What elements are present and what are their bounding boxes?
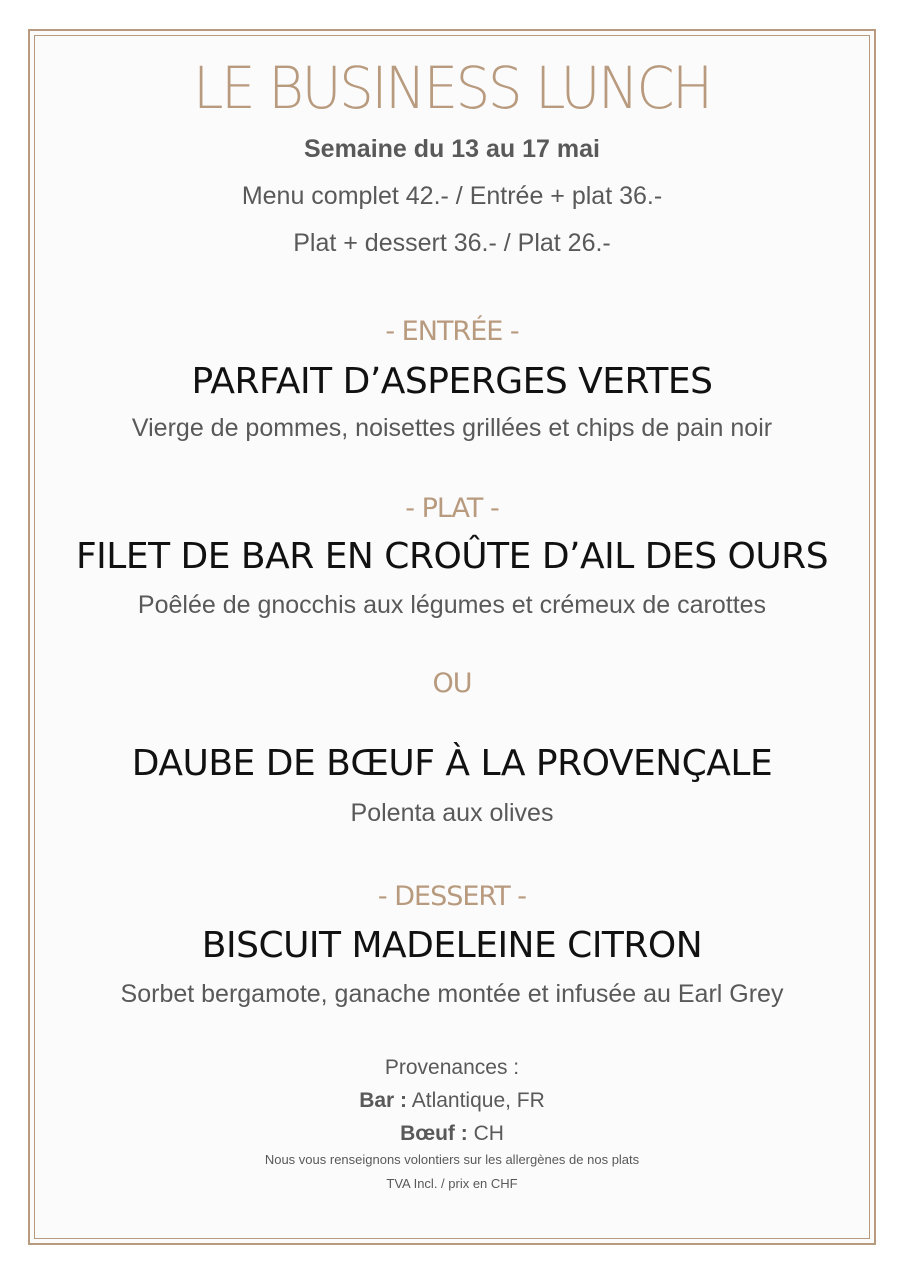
description-entree: Vierge de pommes, noisettes grillées et chips de pain noir xyxy=(131,414,773,442)
description-plat-alternative: Polenta aux olives xyxy=(350,799,554,827)
dish-plat-alternative: DAUBE DE BŒUF À LA PROVENÇALE xyxy=(131,743,773,784)
or-separator: OU xyxy=(432,668,472,699)
week-dates: Semaine du 13 au 17 mai xyxy=(304,135,600,163)
provenance-bar-label: Bar : xyxy=(359,1089,408,1112)
description-plat: Poêlée de gnocchis aux légumes et crémeux de carottes xyxy=(137,591,767,619)
dish-entree: PARFAIT D’ASPERGES VERTES xyxy=(191,361,713,402)
section-plat: - PLAT - xyxy=(405,493,499,524)
vat-note: TVA Incl. / prix en CHF xyxy=(386,1176,518,1191)
description-dessert: Sorbet bergamote, ganache montée et infusée au Earl Grey xyxy=(120,980,784,1008)
menu-title: LE BUSINESS LUNCH xyxy=(193,54,711,122)
provenance-bar xyxy=(34,1087,870,1115)
provenance-boeuf-label: Bœuf : xyxy=(400,1122,468,1145)
provenance-boeuf-value: CH xyxy=(467,1122,504,1145)
allergens-note: Nous vous renseignons volontiers sur les allergènes de nos plats xyxy=(264,1152,640,1167)
section-dessert: - DESSERT - xyxy=(377,881,527,912)
section-entree: - ENTRÉE - xyxy=(385,316,519,347)
dish-dessert: BISCUIT MADELEINE CITRON xyxy=(201,925,703,966)
provenance-boeuf xyxy=(34,1120,870,1148)
price-line-2: Plat + dessert 36.- / Plat 26.- xyxy=(293,229,611,257)
provenances-heading: Provenances : xyxy=(384,1056,520,1079)
dish-plat: FILET DE BAR EN CROÛTE D’AIL DES OURS xyxy=(75,536,829,577)
provenance-bar-value: Atlantique, FR xyxy=(407,1089,545,1112)
price-line-1: Menu complet 42.- / Entrée + plat 36.- xyxy=(241,182,663,210)
